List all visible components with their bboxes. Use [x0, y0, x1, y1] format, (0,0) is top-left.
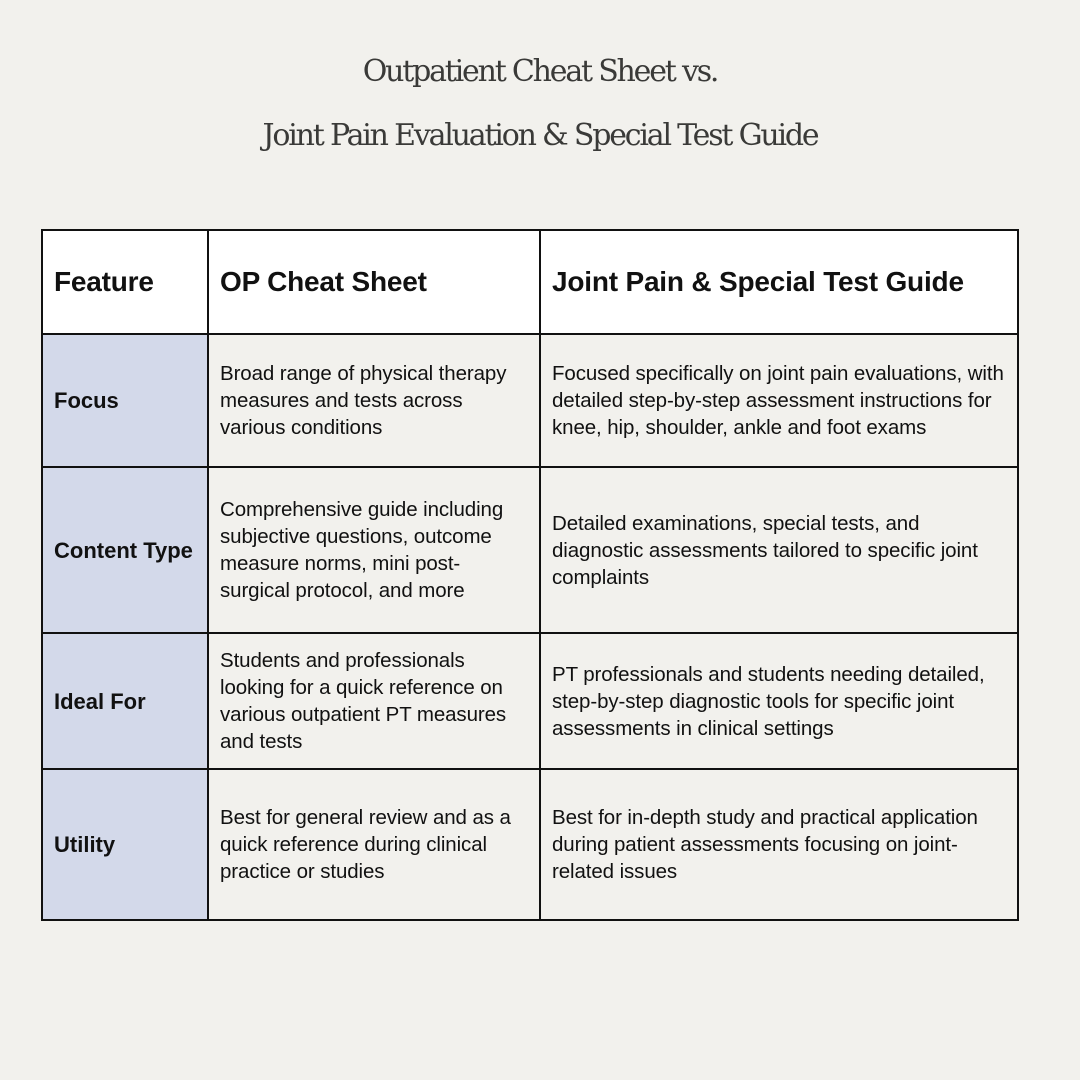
joint-pain-guide-cell: Best for in-depth study and practical application during patient assessments focusing on joint-related issues — [540, 769, 1018, 920]
header-op-cheat-sheet: OP Cheat Sheet — [208, 230, 540, 334]
table-row — [42, 334, 1018, 467]
title-line-2: Joint Pain Evaluation & Special Test Guide — [262, 118, 818, 153]
joint-pain-guide-cell: Detailed examinations, special tests, and diagnostic assessments tailored to specific joint complaints — [540, 467, 1018, 633]
header-feature: Feature — [42, 230, 208, 334]
table-row — [42, 633, 1018, 769]
op-cheat-sheet-cell: Students and professionals looking for a quick reference on various outpatient PT measures and tests — [208, 633, 540, 769]
feature-label: Focus — [42, 334, 208, 467]
comparison-table — [41, 229, 1019, 921]
table-header-row — [42, 230, 1018, 334]
feature-label: Utility — [42, 769, 208, 920]
feature-label: Ideal For — [42, 633, 208, 769]
joint-pain-guide-cell: PT professionals and students needing detailed, step-by-step diagnostic tools for specific joint assessments in clinical settings — [540, 633, 1018, 769]
op-cheat-sheet-cell: Broad range of physical therapy measures and tests across various conditions — [208, 334, 540, 467]
joint-pain-guide-cell: Focused specifically on joint pain evaluations, with detailed step-by-step assessment instructions for knee, hip, shoulder, ankle and foot exams — [540, 334, 1018, 467]
op-cheat-sheet-cell: Best for general review and as a quick reference during clinical practice or studies — [208, 769, 540, 920]
op-cheat-sheet-cell: Comprehensive guide including subjective questions, outcome measure norms, mini post-surgical protocol, and more — [208, 467, 540, 633]
feature-label: Content Type — [42, 467, 208, 633]
header-joint-pain-guide: Joint Pain & Special Test Guide — [540, 230, 1018, 334]
table-row — [42, 467, 1018, 633]
page-title — [0, 40, 1080, 168]
title-line-1: Outpatient Cheat Sheet vs. — [362, 54, 718, 89]
table-row — [42, 769, 1018, 920]
